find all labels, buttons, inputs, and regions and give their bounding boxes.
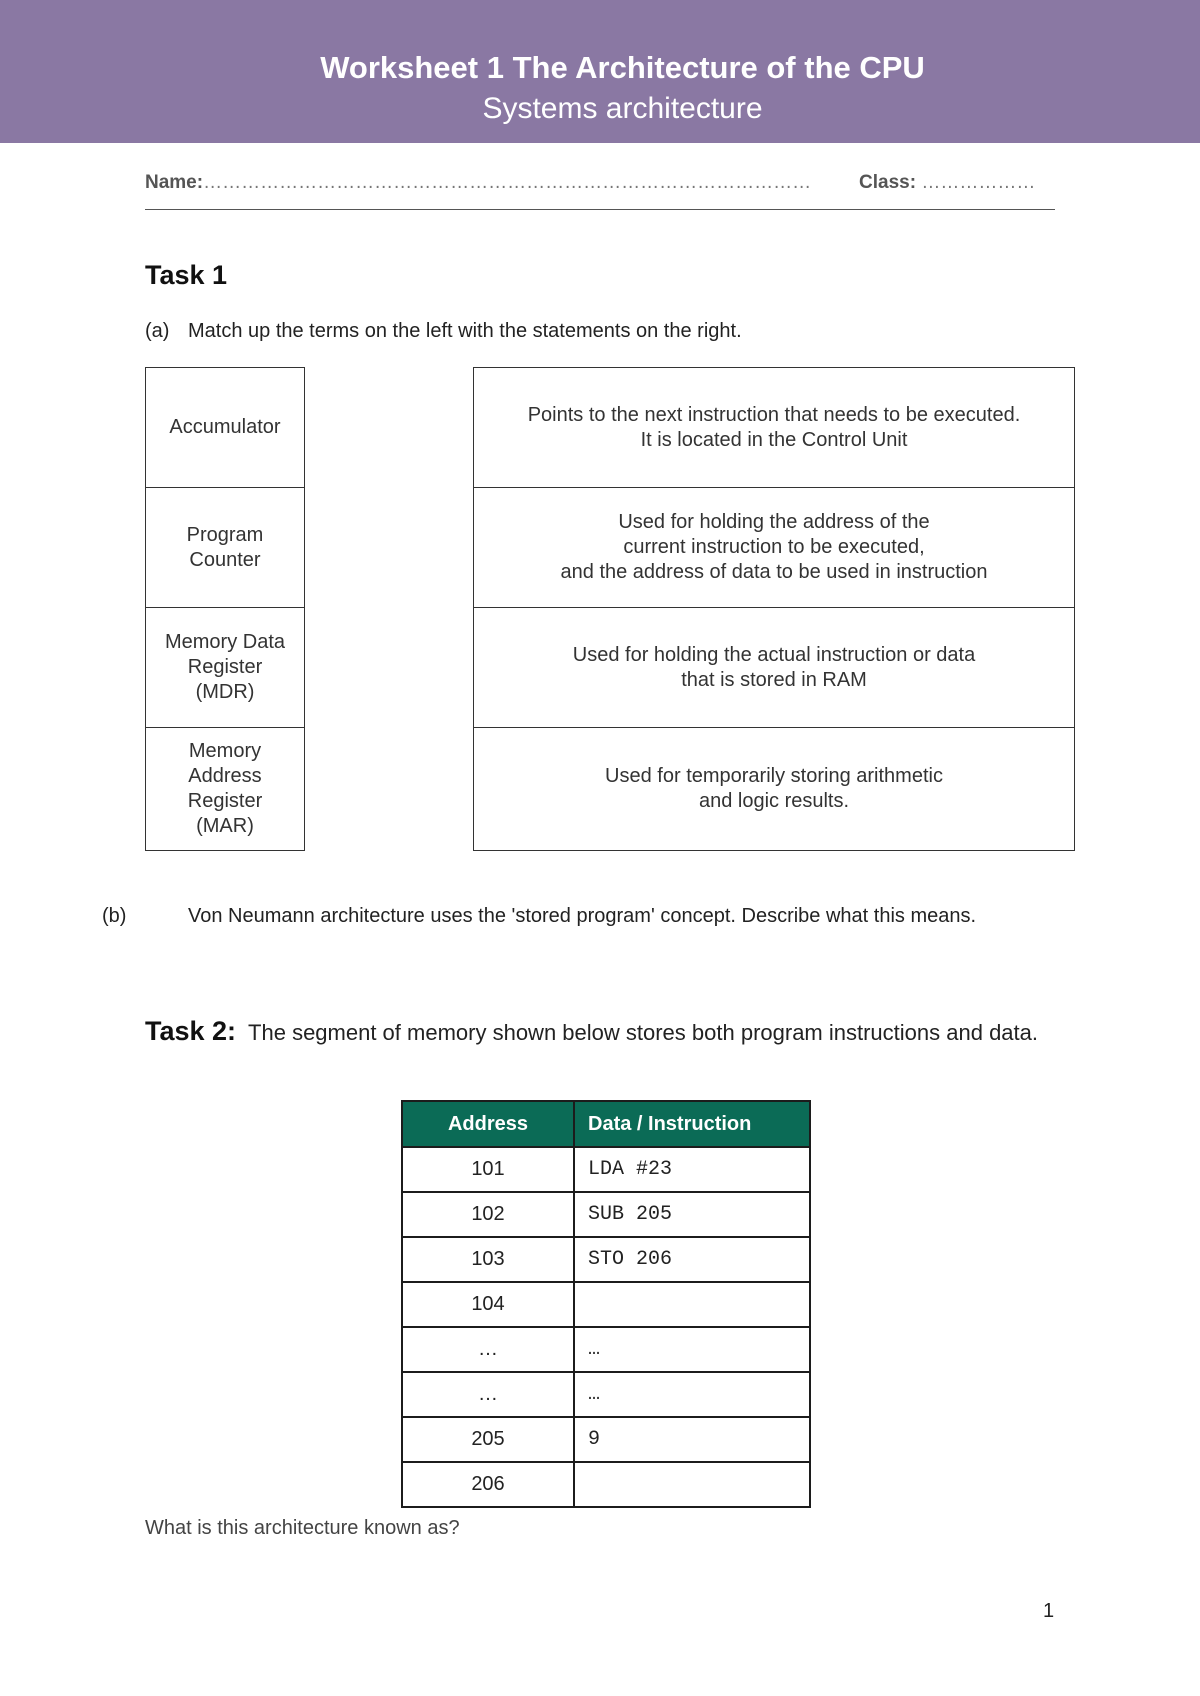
task1-part-a: [145, 320, 742, 343]
statement-text: Used for holding the actual instruction or data that is stored in RAM: [572, 643, 976, 691]
page-header: [0, 0, 1200, 143]
table-row: [402, 1462, 810, 1507]
term-box[interactable]: [146, 728, 304, 850]
data-cell[interactable]: [574, 1282, 810, 1327]
task2-intro: [145, 1016, 1045, 1048]
data-cell: LDA #23: [574, 1147, 810, 1192]
statement-box[interactable]: [474, 488, 1074, 608]
address-cell: …: [402, 1372, 574, 1417]
statements-column: [473, 367, 1075, 851]
term-label: Accumulator: [169, 416, 281, 438]
term-box[interactable]: [146, 368, 304, 488]
data-cell: STO 206: [574, 1237, 810, 1282]
statement-box[interactable]: [474, 728, 1074, 850]
table-row: [402, 1237, 810, 1282]
data-cell[interactable]: [574, 1462, 810, 1507]
address-cell: 101: [402, 1147, 574, 1192]
statement-text: Used for holding the address of the current instruction to be executed, and the address of data to be used in instruction: [560, 511, 988, 583]
address-cell: 205: [402, 1417, 574, 1462]
part-a-text: Match up the terms on the left with the statements on the right.: [188, 320, 742, 342]
statement-box[interactable]: [474, 368, 1074, 488]
term-label: Program Counter: [186, 523, 264, 571]
address-cell: 104: [402, 1282, 574, 1327]
architecture-question: What is this architecture known as?: [145, 1517, 460, 1539]
part-b-number: (b): [102, 905, 127, 927]
class-label: Class:: [859, 172, 917, 193]
data-cell: SUB 205: [574, 1192, 810, 1237]
table-row: [402, 1327, 810, 1372]
table-row: [402, 1282, 810, 1327]
data-cell: 9: [574, 1417, 810, 1462]
task2-heading: Task 2:: [145, 1016, 237, 1046]
header-divider: [145, 209, 1055, 210]
name-class-row: [145, 172, 1067, 194]
table-row: [402, 1372, 810, 1417]
part-a-number: (a): [145, 320, 170, 342]
term-label: Memory Address Register (MAR): [187, 740, 263, 837]
statement-text: Points to the next instruction that needs to be executed. It is located in the Control Unit: [527, 403, 1021, 451]
address-cell: 206: [402, 1462, 574, 1507]
task1-part-b: [102, 903, 1068, 929]
address-cell: …: [402, 1327, 574, 1372]
terms-column: [145, 367, 305, 851]
term-box[interactable]: [146, 608, 304, 728]
page-number: 1: [1043, 1600, 1055, 1622]
term-box[interactable]: [146, 488, 304, 608]
name-field[interactable]: ……………………………………………………………………………………: [203, 172, 812, 193]
address-cell: 102: [402, 1192, 574, 1237]
class-field[interactable]: ………………: [921, 172, 1036, 193]
address-cell: 103: [402, 1237, 574, 1282]
data-cell: …: [574, 1372, 810, 1417]
task2-text: The segment of memory shown below stores both program instructions and data.: [248, 1020, 1038, 1045]
table-row: [402, 1147, 810, 1192]
task1-heading: Task 1: [145, 260, 228, 290]
table-row: [402, 1417, 810, 1462]
part-b-text: Von Neumann architecture uses the 'stored program' concept. Describe what this means.: [188, 905, 977, 927]
table-header-row: [402, 1101, 810, 1147]
data-cell: …: [574, 1327, 810, 1372]
memory-table: [401, 1100, 811, 1508]
statement-text: Used for temporarily storing arithmetic and logic results.: [605, 765, 943, 812]
statement-box[interactable]: [474, 608, 1074, 728]
name-label: Name:: [145, 172, 204, 193]
term-label: Memory Data Register (MDR): [164, 631, 286, 703]
class-part: [859, 172, 1035, 194]
table-row: [402, 1192, 810, 1237]
data-column-header: Data / Instruction: [574, 1101, 810, 1147]
address-column-header: Address: [402, 1101, 574, 1147]
worksheet-subtitle: Systems architecture: [482, 92, 763, 125]
worksheet-title: Worksheet 1 The Architecture of the CPU: [320, 50, 925, 85]
